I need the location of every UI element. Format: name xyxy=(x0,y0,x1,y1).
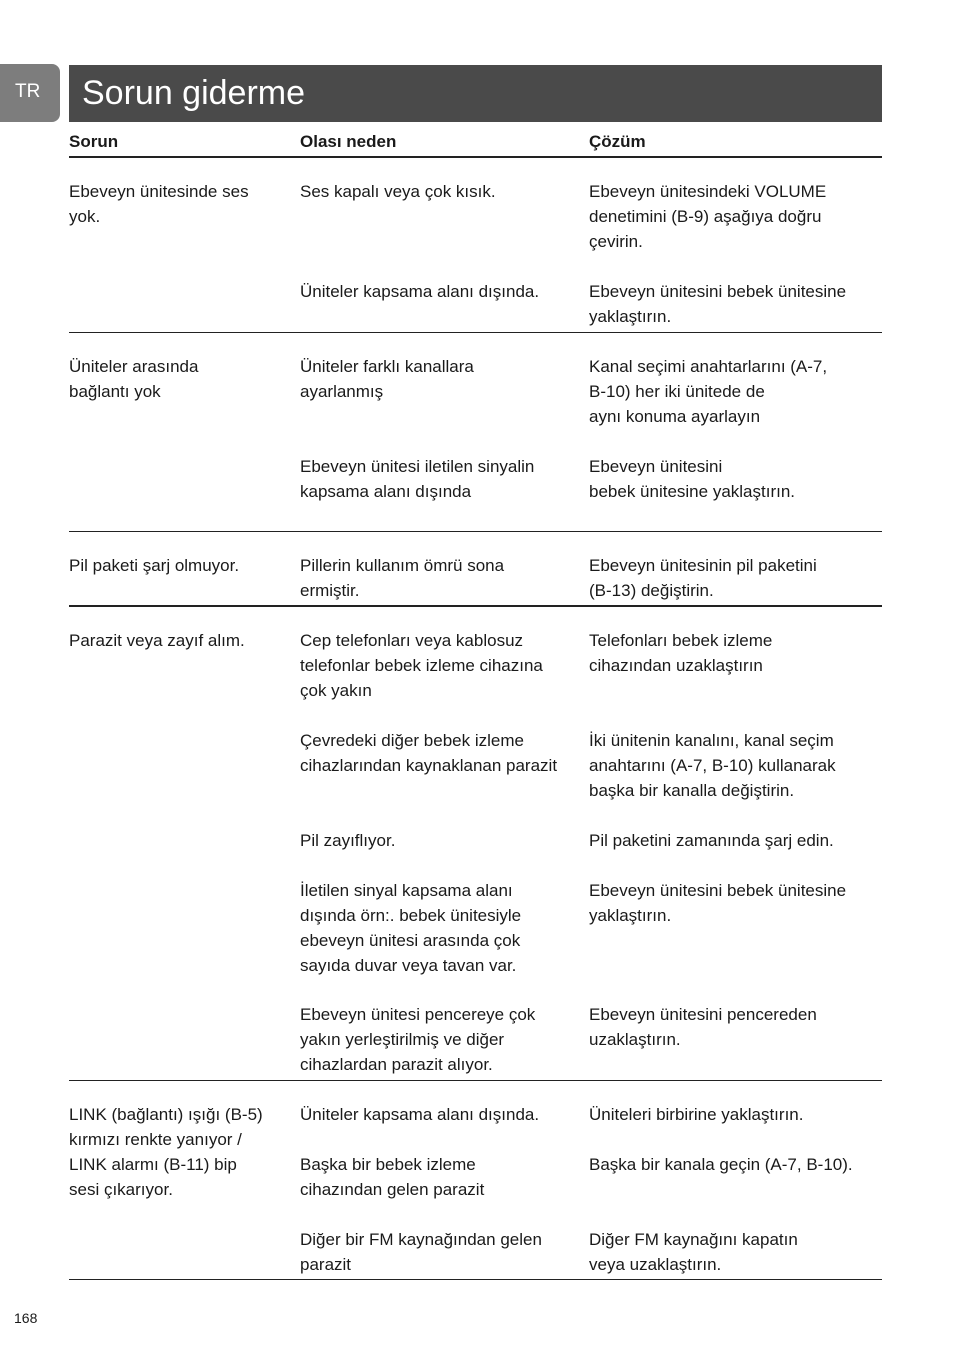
cause-cell: İletilen sinyal kapsama alanı dışında örn:. bebek ünitesiyle ebeveyn ünitesi arasında çok sayıda duvar veya tavan var. xyxy=(300,881,522,975)
page-number: 168 xyxy=(14,1310,38,1326)
problem-cell: Ebeveyn ünitesinde ses yok. xyxy=(69,182,249,226)
solution-cell: Pil paketini zamanında şarj edin. xyxy=(589,831,834,850)
row-divider xyxy=(69,1279,882,1280)
problem-cell: LINK (bağlantı) ışığı (B-5) kırmızı renkte yanıyor / LINK alarmı (B-11) bip sesi çıkarıyor. xyxy=(69,1105,263,1199)
cause-cell: Pillerin kullanım ömrü sona ermiştir. xyxy=(300,556,505,600)
header-problem: Sorun xyxy=(69,132,119,151)
row-divider xyxy=(69,332,882,333)
cause-cell: Başka bir bebek izleme cihazından gelen parazit xyxy=(300,1155,485,1199)
problem-cell: Pil paketi şarj olmuyor. xyxy=(69,556,240,575)
cause-cell: Üniteler kapsama alanı dışında. xyxy=(300,1105,540,1124)
solution-cell: Ebeveyn ünitesini bebek ünitesine yaklaştırın. xyxy=(589,282,847,326)
solution-cell: Diğer FM kaynağını kapatın veya uzaklaştırın. xyxy=(589,1230,798,1274)
header-solution: Çözüm xyxy=(589,132,646,151)
row-divider xyxy=(69,531,882,532)
solution-cell: Ebeveyn ünitesini pencereden uzaklaştırın. xyxy=(589,1005,817,1049)
cause-cell: Üniteler kapsama alanı dışında. xyxy=(300,282,540,301)
cause-cell: Çevredeki diğer bebek izleme cihazlarından kaynaklanan parazit xyxy=(300,731,558,775)
solution-cell: Ebeveyn ünitesini bebek ünitesine yaklaştırın. xyxy=(589,881,847,925)
solution-cell: Ebeveyn ünitesindeki VOLUME denetimini (B-9) aşağıya doğru çevirin. xyxy=(589,182,827,251)
solution-cell: Ebeveyn ünitesinin pil paketini (B-13) değiştirin. xyxy=(589,556,817,600)
cause-cell: Ebeveyn ünitesi pencereye çok yakın yerleştirilmiş ve diğer cihazlardan parazit alıyor. xyxy=(300,1005,536,1074)
problem-cell: Üniteler arasında bağlantı yok xyxy=(69,357,199,401)
header-rule xyxy=(69,156,882,158)
problem-cell: Parazit veya zayıf alım. xyxy=(69,631,245,650)
row-divider xyxy=(69,1080,882,1081)
solution-cell: Başka bir kanala geçin (A-7, B-10). xyxy=(589,1155,853,1174)
cause-cell: Üniteler farklı kanallara ayarlanmış xyxy=(300,357,474,401)
solution-cell: İki ünitenin kanalını, kanal seçim anahtarını (A-7, B-10) kullanarak başka bir kanalla değiştirin. xyxy=(589,731,836,800)
page-title: Sorun giderme xyxy=(69,65,882,122)
cause-cell: Ebeveyn ünitesi iletilen sinyalin kapsama alanı dışında xyxy=(300,457,535,501)
row-divider xyxy=(69,605,882,607)
cause-cell: Diğer bir FM kaynağından gelen parazit xyxy=(300,1230,542,1274)
solution-cell: Üniteleri birbirine yaklaştırın. xyxy=(589,1105,804,1124)
solution-cell: Kanal seçimi anahtarlarını (A-7, B-10) her iki ünitede de aynı konuma ayarlayın xyxy=(589,357,828,426)
header-cause: Olası neden xyxy=(300,132,397,151)
language-tab: TR xyxy=(0,64,60,122)
solution-cell: Ebeveyn ünitesini bebek ünitesine yaklaştırın. xyxy=(589,457,796,501)
cause-cell: Ses kapalı veya çok kısık. xyxy=(300,182,496,201)
cause-cell: Pil zayıflıyor. xyxy=(300,831,396,850)
cause-cell: Cep telefonları veya kablosuz telefonlar bebek izleme cihazına çok yakın xyxy=(300,631,543,700)
solution-cell: Telefonları bebek izleme cihazından uzaklaştırın xyxy=(589,631,773,675)
